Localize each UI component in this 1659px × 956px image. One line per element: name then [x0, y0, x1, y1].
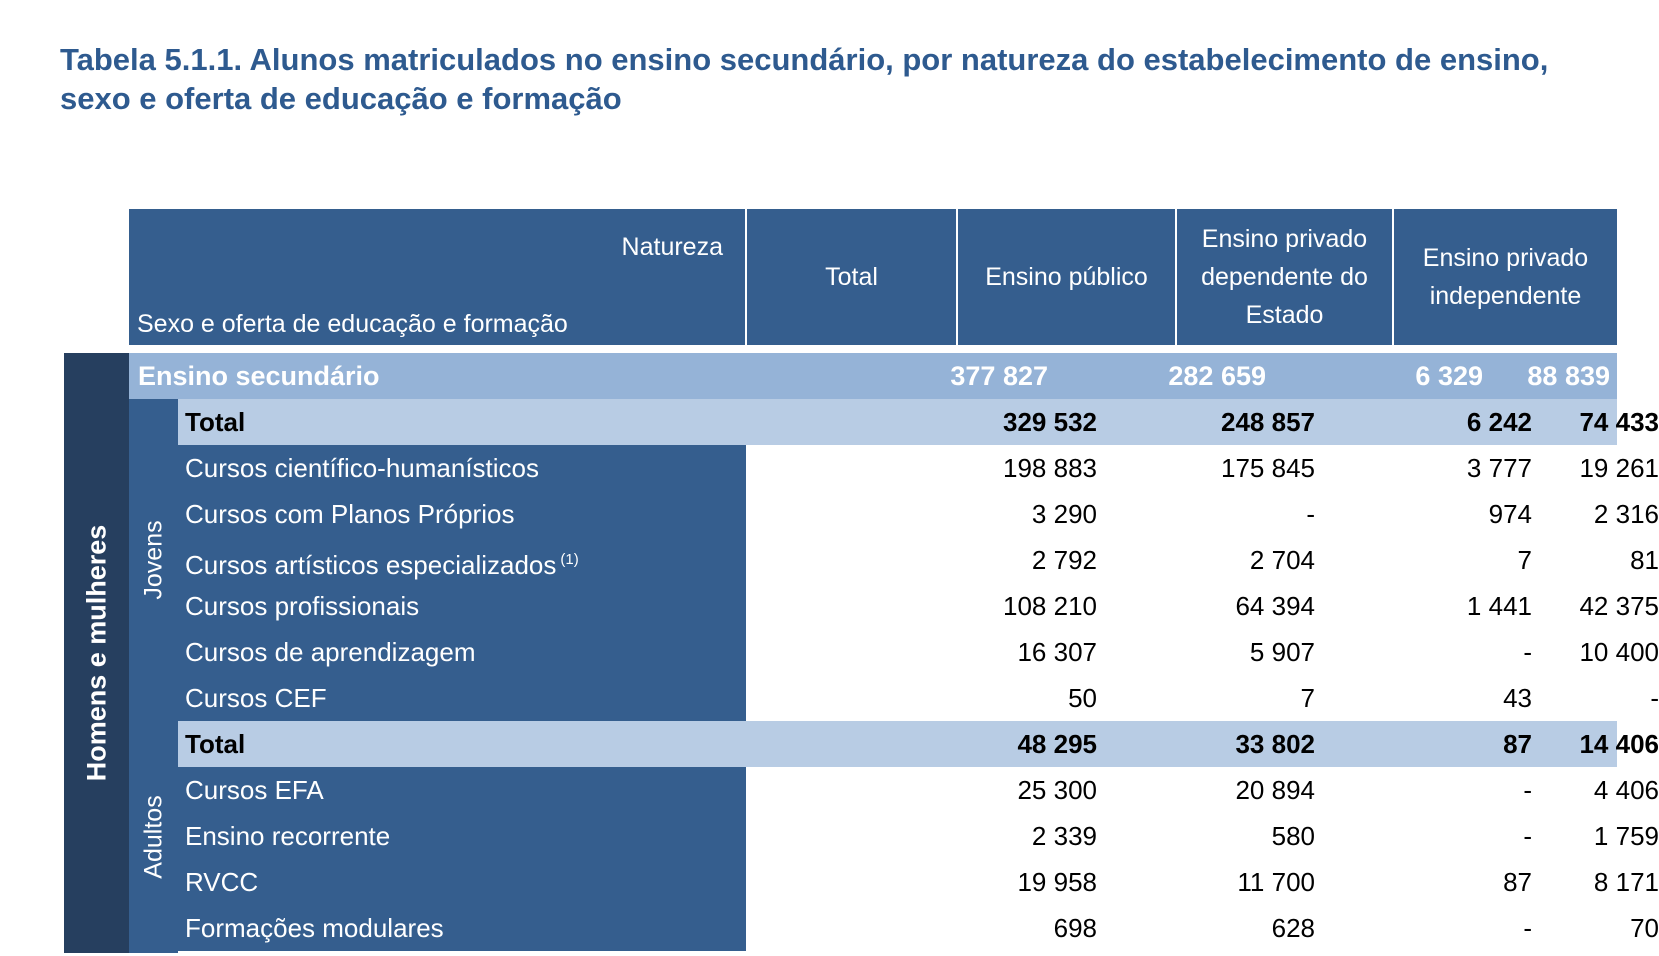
side-label-jovens	[129, 399, 178, 721]
cell-privado-independente: 74 433	[1579, 407, 1659, 437]
cell-privado-dependente: 6 242	[1466, 407, 1532, 437]
cell-total: 198 883	[1003, 453, 1097, 483]
side-label-homens-mulheres-text: Homens e mulheres	[81, 524, 111, 782]
cell-privado-independente: 2 316	[1593, 499, 1659, 529]
row-label: Cursos profissionais	[185, 591, 420, 621]
row-label: Total	[185, 729, 246, 759]
header-corner-cell	[129, 209, 745, 345]
cell-publico: 248 857	[1221, 407, 1315, 437]
cell-privado-dependente: -	[1523, 821, 1532, 851]
side-label-homens-mulheres	[64, 353, 129, 953]
cell-publico: 282 659	[1168, 361, 1266, 391]
cell-publico: 11 700	[1237, 867, 1315, 897]
row-label: Cursos EFA	[185, 775, 324, 805]
cell-publico: 175 845	[1221, 453, 1315, 483]
cell-total: 19 958	[1017, 867, 1097, 897]
cell-privado-dependente: 87	[1503, 729, 1532, 759]
table-row	[178, 675, 1659, 721]
cell-privado-dependente: 7	[1517, 545, 1532, 575]
cell-publico: 5 907	[1249, 637, 1315, 667]
cell-total: 3 290	[1031, 499, 1097, 529]
table-row	[178, 583, 1659, 629]
cell-privado-independente: 4 406	[1593, 775, 1659, 805]
cell-total: 25 300	[1017, 775, 1097, 805]
cell-total: 2 792	[1031, 545, 1097, 575]
cell-privado-independente: 10 400	[1579, 637, 1659, 667]
cell-privado-dependente: -	[1523, 637, 1532, 667]
cell-publico: 7	[1300, 683, 1315, 713]
table-row	[178, 859, 1659, 905]
table-row-ensino-secundario	[129, 353, 1617, 399]
table-row	[178, 767, 1659, 813]
side-label-jovens-text: Jovens	[139, 520, 167, 600]
row-label: Total	[185, 407, 246, 437]
table-title: Tabela 5.1.1. Alunos matriculados no ensino secundário, por natureza do estabelecimento de ensino, sexo e oferta de educação e formação	[60, 42, 1549, 116]
cell-privado-independente: 88 839	[1527, 361, 1610, 391]
row-label-with-note	[185, 537, 579, 583]
cell-privado-independente: 1 759	[1593, 821, 1659, 851]
cell-privado-dependente: 1 441	[1466, 591, 1532, 621]
cell-publico: 64 394	[1235, 591, 1315, 621]
cell-publico: 580	[1271, 821, 1315, 851]
cell-total: 50	[1068, 683, 1097, 713]
table-row	[178, 491, 1659, 537]
table-row-total-adultos	[178, 721, 1659, 767]
row-label-background	[178, 859, 746, 905]
footnote-marker: (1)	[560, 551, 579, 568]
cell-publico: 20 894	[1235, 775, 1315, 805]
table-row-total-jovens	[178, 399, 1659, 445]
header-sexo-oferta: Sexo e oferta de educação e formação	[137, 310, 568, 338]
header-col-total-label: Total	[825, 263, 878, 291]
cell-privado-dependente: 974	[1488, 499, 1532, 529]
cell-total: 377 827	[950, 361, 1048, 391]
side-label-adultos	[129, 721, 178, 953]
cell-privado-independente: 19 261	[1579, 453, 1659, 483]
cell-privado-dependente: 6 329	[1415, 361, 1483, 391]
header-col-total	[747, 209, 956, 345]
table-row	[178, 629, 1659, 675]
table-row	[178, 905, 1659, 951]
header-col-privado-dependente	[1177, 209, 1392, 345]
header-col-privado-independente-label: Ensino privado independente	[1422, 244, 1589, 310]
header-col-privado-independente	[1394, 209, 1617, 345]
side-label-adultos-text: Adultos	[139, 795, 167, 879]
cell-total: 48 295	[1017, 729, 1097, 759]
cell-publico: 33 802	[1235, 729, 1315, 759]
row-label: Ensino secundário	[138, 361, 380, 391]
cell-publico: 2 704	[1249, 545, 1315, 575]
cell-total: 108 210	[1003, 591, 1097, 621]
cell-privado-dependente: -	[1523, 775, 1532, 805]
row-label: Formações modulares	[185, 913, 444, 943]
cell-privado-independente: 8 171	[1593, 867, 1659, 897]
row-label: Cursos artísticos especializados	[185, 550, 557, 580]
row-label: RVCC	[185, 867, 259, 897]
row-label: Cursos científico-humanísticos	[185, 453, 540, 483]
row-label: Cursos com Planos Próprios	[185, 499, 515, 529]
table-row	[178, 445, 1659, 491]
cell-total: 698	[1053, 913, 1097, 943]
cell-publico: 628	[1271, 913, 1315, 943]
cell-privado-dependente: 87	[1503, 867, 1532, 897]
cell-privado-independente: 42 375	[1579, 591, 1659, 621]
cell-privado-dependente: 3 777	[1466, 453, 1532, 483]
table-row	[178, 813, 1659, 859]
cell-privado-independente: -	[1650, 683, 1659, 713]
cell-publico: -	[1306, 499, 1315, 529]
cell-privado-independente: 81	[1630, 545, 1659, 575]
cell-total: 329 532	[1003, 407, 1097, 437]
header-col-privado-dependente-label: Ensino privado dependente do Estado	[1201, 225, 1368, 329]
row-label: Cursos CEF	[185, 683, 327, 713]
cell-privado-independente: 70	[1630, 913, 1659, 943]
row-label: Cursos de aprendizagem	[185, 637, 476, 667]
cell-total: 2 339	[1031, 821, 1097, 851]
table-row	[178, 537, 1659, 583]
cell-privado-dependente: 43	[1503, 683, 1532, 713]
cell-total: 16 307	[1017, 637, 1097, 667]
cell-privado-independente: 14 406	[1579, 729, 1659, 759]
row-label: Ensino recorrente	[185, 821, 391, 851]
header-col-publico-label: Ensino público	[985, 263, 1148, 291]
header-natureza: Natureza	[621, 233, 723, 261]
cell-privado-dependente: -	[1523, 913, 1532, 943]
header-col-publico	[958, 209, 1175, 345]
